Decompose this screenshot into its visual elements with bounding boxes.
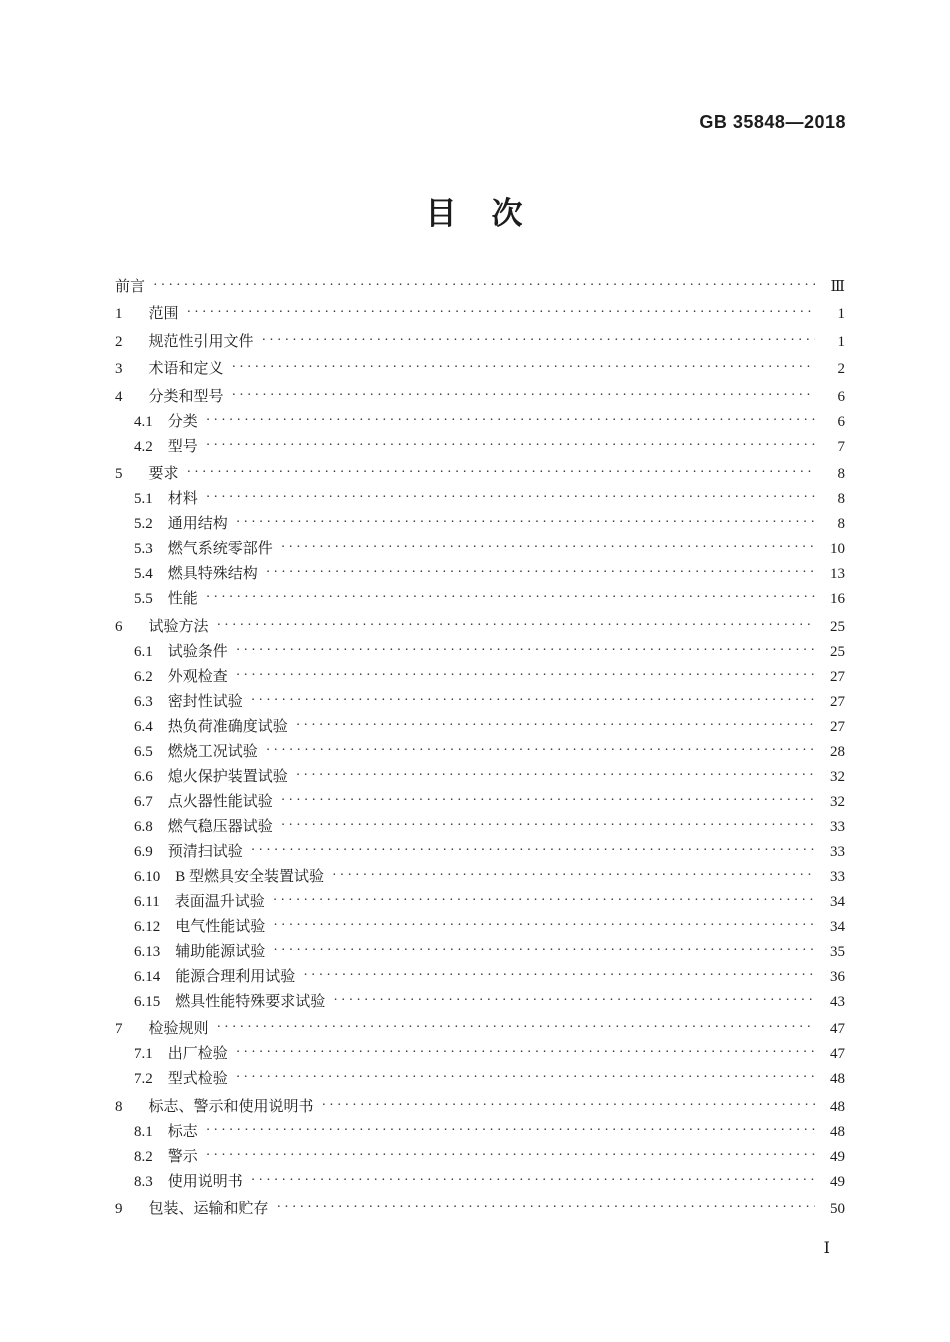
toc-dot-leader — [206, 1143, 815, 1168]
toc-entry-page: 33 — [830, 843, 845, 860]
toc-dot-leader — [251, 1168, 815, 1193]
toc-entry-page: 48 — [830, 1098, 845, 1115]
toc-entry-number: 5.1 — [134, 491, 153, 507]
toc-entry-label: 试验方法 — [148, 618, 209, 635]
toc-entry — [115, 275, 845, 300]
toc-entry-label: 材料 — [167, 491, 198, 507]
toc-entry-label: 预清扫试验 — [167, 843, 243, 860]
toc-entry-number: 5 — [115, 466, 123, 482]
toc-entry — [115, 640, 845, 665]
toc-entry-number: 6.11 — [134, 893, 160, 910]
toc-entry-page: 47 — [830, 1021, 845, 1037]
toc-dot-leader — [281, 813, 815, 838]
toc-entry-number: 8.3 — [134, 1173, 153, 1190]
toc-entry — [115, 1120, 845, 1145]
toc-dot-leader — [273, 938, 815, 963]
toc-entry-number: 7.2 — [134, 1071, 153, 1087]
toc-entry-label: 热负荷准确度试验 — [167, 718, 288, 735]
toc-entry — [115, 940, 845, 965]
toc-entry-number: 4.2 — [134, 438, 153, 455]
toc-dot-leader — [187, 460, 815, 485]
toc-entry — [115, 1197, 845, 1222]
toc-entry-label: 辅助能源试验 — [175, 943, 266, 960]
toc-entry-number: 6.7 — [134, 793, 153, 810]
toc-entry-page: 1 — [837, 333, 845, 350]
toc-dot-leader — [217, 1015, 815, 1040]
toc-dot-leader — [251, 838, 815, 863]
toc-entry-number: 5.3 — [134, 541, 153, 557]
toc-entry — [115, 385, 845, 410]
toc-entry-page: 7 — [837, 438, 845, 455]
toc-entry-number: 9 — [115, 1201, 123, 1217]
toc-entry — [115, 615, 845, 640]
toc-entry-page: 49 — [830, 1148, 845, 1165]
toc-entry — [115, 1095, 845, 1120]
toc-entry-label: 外观检查 — [167, 668, 228, 685]
toc-entry-label: 警示 — [167, 1148, 198, 1165]
toc-entry-page: 48 — [830, 1071, 845, 1087]
toc-entry-label: 能源合理利用试验 — [175, 968, 296, 985]
toc-dot-leader — [206, 1118, 815, 1143]
toc-entry-page: 50 — [830, 1201, 845, 1217]
toc-entry-page: 33 — [830, 868, 845, 885]
toc-entry — [115, 302, 845, 327]
toc-entry-page: 34 — [830, 893, 845, 910]
toc-entry — [115, 357, 845, 382]
toc-entry-number: 7.1 — [134, 1046, 153, 1062]
toc-entry-page: 32 — [830, 768, 845, 785]
toc-entry-label: 燃具性能特殊要求试验 — [175, 993, 326, 1010]
toc-dot-leader — [236, 1065, 815, 1090]
toc-dot-leader — [232, 383, 815, 408]
toc-dot-leader — [262, 328, 815, 353]
doc-number: GB 35848—2018 — [699, 112, 846, 132]
toc-entry-label: 试验条件 — [167, 643, 228, 660]
toc-entry-label: 规范性引用文件 — [148, 333, 254, 350]
page-title: 目 次 — [425, 196, 525, 231]
toc-dot-leader — [217, 613, 815, 638]
toc-entry-page: 49 — [830, 1173, 845, 1190]
toc-entry-label: 燃具特殊结构 — [167, 566, 258, 582]
toc-entry — [115, 890, 845, 915]
toc-dot-leader — [206, 408, 815, 433]
toc-entry-label: 范围 — [148, 306, 179, 322]
toc-dot-leader — [273, 888, 815, 913]
toc-entry-label: 通用结构 — [167, 516, 228, 532]
toc-entry — [115, 435, 845, 460]
toc-dot-leader — [266, 560, 815, 585]
toc-entry — [115, 965, 845, 990]
toc-entry-number: 5.2 — [134, 516, 153, 532]
toc-entry-label: 包装、运输和贮存 — [148, 1201, 269, 1217]
toc-entry-number: 4 — [115, 388, 123, 405]
toc-entry — [115, 1042, 845, 1067]
toc-entry — [115, 1145, 845, 1170]
toc-entry-page: 10 — [830, 541, 845, 557]
toc-entry-page: 35 — [830, 943, 845, 960]
toc-entry — [115, 815, 845, 840]
toc-entry-number: 1 — [115, 306, 123, 322]
toc-entry — [115, 840, 845, 865]
toc-entry — [115, 587, 845, 612]
toc-dot-leader — [322, 1093, 815, 1118]
toc-entry-page: 47 — [830, 1046, 845, 1062]
toc-dot-leader — [236, 663, 815, 688]
footer-page-number: Ⅰ — [823, 1240, 830, 1257]
toc-entry-page: 48 — [830, 1123, 845, 1140]
toc-entry-number: 5.4 — [134, 566, 153, 582]
toc-dot-leader — [153, 273, 815, 298]
toc-entry — [115, 537, 845, 562]
toc-entry-page: 8 — [837, 516, 845, 532]
toc-entry-number: 5.5 — [134, 591, 153, 607]
toc-entry-page: 8 — [837, 466, 845, 482]
toc-entry — [115, 990, 845, 1015]
toc-dot-leader — [281, 788, 815, 813]
toc-entry-label: B 型燃具安全装置试验 — [175, 868, 325, 885]
toc-dot-leader — [206, 585, 815, 610]
toc-entry-number: 6.14 — [134, 968, 161, 985]
toc-dot-leader — [236, 1040, 815, 1065]
toc-entry-number: 8 — [115, 1098, 123, 1115]
toc-dot-leader — [296, 763, 815, 788]
toc-entry-number: 6.5 — [134, 743, 153, 760]
toc-entry-page: 2 — [837, 361, 845, 377]
toc-entry-number: 6.6 — [134, 768, 153, 785]
toc-dot-leader — [277, 1195, 815, 1220]
toc-dot-leader — [296, 713, 815, 738]
toc-entry — [115, 740, 845, 765]
toc-entry-label: 型式检验 — [167, 1071, 228, 1087]
toc-entry — [115, 462, 845, 487]
toc-entry-number: 8.1 — [134, 1123, 153, 1140]
toc-entry-label: 性能 — [167, 591, 198, 607]
toc-entry-label: 电气性能试验 — [175, 918, 266, 935]
toc-entry — [115, 512, 845, 537]
toc-entry — [115, 690, 845, 715]
toc-entry — [115, 410, 845, 435]
toc-entry-number: 6 — [115, 618, 123, 635]
toc-entry-number: 6.15 — [134, 993, 161, 1010]
toc-dot-leader — [303, 963, 815, 988]
toc-entry-page: 25 — [830, 643, 845, 660]
toc-entry — [115, 1170, 845, 1195]
toc-entry-page: Ⅲ — [830, 278, 845, 295]
toc-entry-label: 分类和型号 — [148, 388, 224, 405]
toc-dot-leader — [236, 638, 815, 663]
toc-entry-label: 标志 — [167, 1123, 198, 1140]
toc-entry-page: 28 — [830, 743, 845, 760]
toc-entry-page: 27 — [830, 693, 845, 710]
toc-entry-page: 34 — [830, 918, 845, 935]
toc-dot-leader — [236, 510, 815, 535]
toc-list — [115, 272, 845, 1222]
toc-entry-page: 13 — [830, 566, 845, 582]
toc-entry — [115, 765, 845, 790]
toc-entry-page: 16 — [830, 591, 845, 607]
toc-entry-page: 27 — [830, 668, 845, 685]
toc-entry-label: 前言 — [115, 278, 146, 295]
toc-entry-number: 4.1 — [134, 413, 153, 430]
toc-entry-label: 分类 — [167, 413, 198, 430]
toc-dot-leader — [333, 988, 815, 1013]
toc-entry-label: 出厂检验 — [167, 1046, 228, 1062]
toc-entry — [115, 1067, 845, 1092]
toc-entry-page: 32 — [830, 793, 845, 810]
toc-dot-leader — [251, 688, 815, 713]
toc-entry-number: 6.2 — [134, 668, 153, 685]
toc-entry — [115, 915, 845, 940]
toc-entry-label: 表面温升试验 — [174, 893, 265, 910]
toc-entry-number: 6.10 — [134, 868, 161, 885]
toc-entry-label: 术语和定义 — [148, 361, 224, 377]
toc-entry-label: 熄火保护装置试验 — [167, 768, 288, 785]
toc-dot-leader — [281, 535, 815, 560]
toc-entry-label: 燃气系统零部件 — [167, 541, 273, 557]
toc-entry-label: 使用说明书 — [167, 1173, 243, 1190]
toc-entry-number: 6.12 — [134, 918, 161, 935]
toc-entry-number: 3 — [115, 361, 123, 377]
toc-entry-number: 6.9 — [134, 843, 153, 860]
toc-entry — [115, 665, 845, 690]
toc-dot-leader — [206, 485, 815, 510]
toc-entry-page: 33 — [830, 818, 845, 835]
toc-entry-page: 1 — [837, 306, 845, 322]
toc-entry-number: 6.8 — [134, 818, 153, 835]
toc-entry-number: 6.4 — [134, 718, 153, 735]
toc-entry-label: 标志、警示和使用说明书 — [148, 1098, 314, 1115]
toc-entry-page: 27 — [830, 718, 845, 735]
toc-entry-page: 6 — [837, 413, 845, 430]
toc-entry-number: 6.3 — [134, 693, 153, 710]
toc-dot-leader — [187, 300, 815, 325]
toc-entry-page: 6 — [837, 388, 845, 405]
toc-dot-leader — [332, 863, 815, 888]
toc-dot-leader — [206, 433, 815, 458]
toc-entry-page: 8 — [837, 491, 845, 507]
toc-entry — [115, 1017, 845, 1042]
toc-dot-leader — [273, 913, 815, 938]
toc-entry-label: 要求 — [148, 466, 179, 482]
toc-entry — [115, 790, 845, 815]
toc-entry — [115, 562, 845, 587]
toc-entry-number: 2 — [115, 333, 123, 350]
toc-entry-label: 燃气稳压器试验 — [167, 818, 273, 835]
toc-entry — [115, 330, 845, 355]
toc-entry-label: 检验规则 — [148, 1021, 209, 1037]
toc-entry-number: 8.2 — [134, 1148, 153, 1165]
toc-entry — [115, 487, 845, 512]
toc-entry-page: 36 — [830, 968, 845, 985]
toc-entry — [115, 865, 845, 890]
toc-entry-page: 25 — [830, 618, 845, 635]
toc-entry-page: 43 — [830, 993, 845, 1010]
toc-dot-leader — [232, 355, 815, 380]
toc-dot-leader — [266, 738, 815, 763]
toc-entry-number: 6.1 — [134, 643, 153, 660]
toc-entry-number: 6.13 — [134, 943, 161, 960]
toc-entry-label: 燃烧工况试验 — [167, 743, 258, 760]
toc-entry — [115, 715, 845, 740]
toc-entry-label: 点火器性能试验 — [167, 793, 273, 810]
toc-entry-number: 7 — [115, 1021, 123, 1037]
toc-entry-label: 密封性试验 — [167, 693, 243, 710]
toc-entry-label: 型号 — [167, 438, 198, 455]
